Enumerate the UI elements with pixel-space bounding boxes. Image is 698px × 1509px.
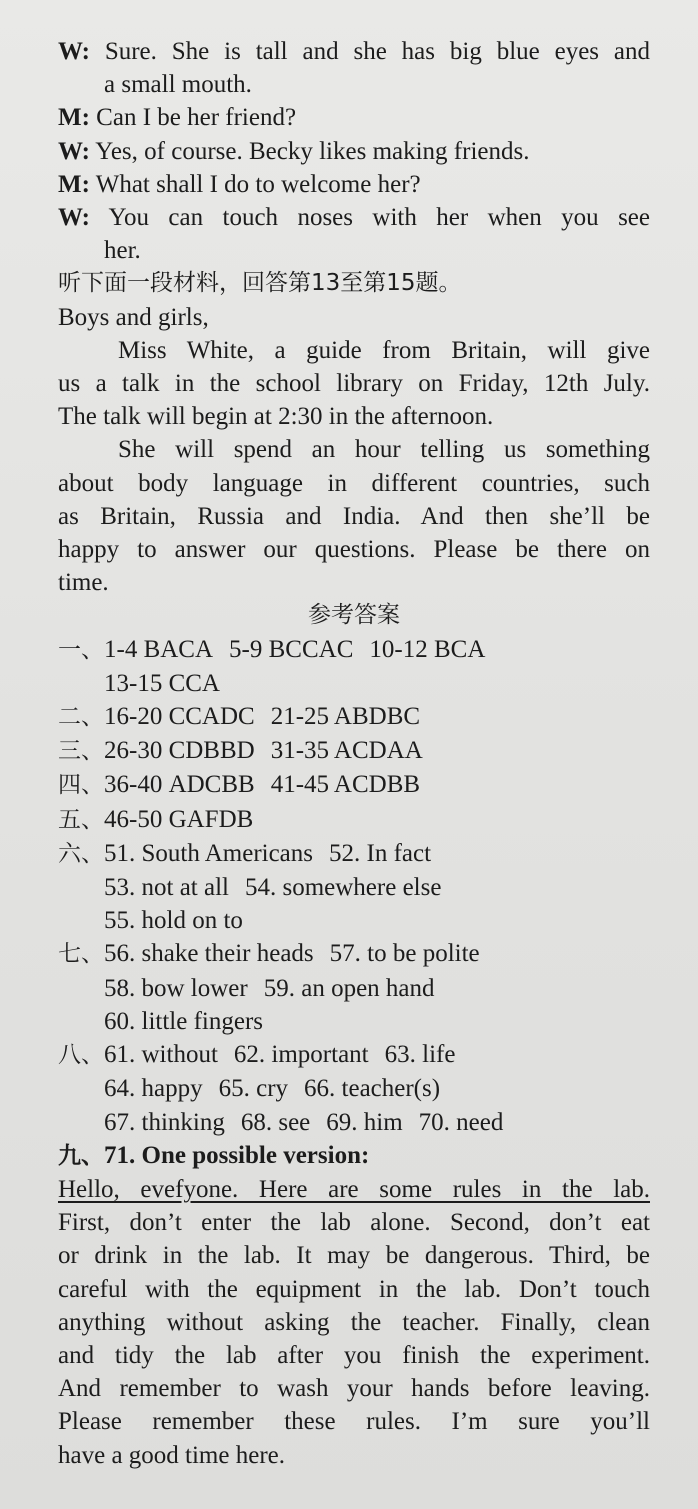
speaker-label: W:: [58, 204, 90, 232]
answer-text: 55. hold on to: [104, 907, 243, 935]
essay-line: And remember to wash your hands before leaving.: [58, 1375, 650, 1403]
talk-line: us a talk in the school library on Friday, 12th July.: [58, 370, 650, 398]
answer-row: [58, 837, 650, 871]
answer-text: 70. need: [418, 1108, 504, 1136]
essay-line: careful with the equipment in the lab. Don’t touch: [58, 1275, 650, 1303]
talk-line: happy to answer our questions. Please be there on: [58, 536, 650, 564]
section-number: 七、: [58, 941, 104, 968]
answer-text: 58. bow lower: [104, 974, 248, 1002]
answer-row: [58, 667, 650, 700]
dialogue-text: Yes, of course. Becky likes making friends.: [95, 137, 530, 165]
answer-text: 36-40 ADCBB: [104, 771, 255, 799]
answer-text: 31-35 ACDAA: [270, 737, 423, 765]
answer-text: 67. thinking: [104, 1108, 225, 1136]
answer-text: 51. South Americans: [104, 839, 314, 867]
talk-line: time.: [58, 569, 109, 597]
answer-row: [58, 937, 650, 971]
answer-text: 69. him: [326, 1108, 403, 1136]
section-number: 二、: [58, 704, 104, 731]
essay-line: Hello, evefyone. Here are some rules in the lab.: [58, 1175, 650, 1203]
talk-line: She will spend an hour telling us something: [118, 436, 650, 464]
answer-row: [58, 1005, 650, 1038]
answer-text: 59. an open hand: [263, 974, 435, 1002]
dialogue: [58, 35, 650, 267]
answer-row: [58, 1072, 650, 1105]
dialogue-line: [58, 68, 650, 101]
dialogue-line: [58, 101, 650, 134]
answer-text: One possible version:: [141, 1141, 370, 1169]
answer-text: 66. teacher(s): [304, 1075, 441, 1103]
answer-row: [58, 1106, 650, 1139]
essay-line: have a good time here.: [58, 1441, 285, 1469]
answer-text: 65. cry: [218, 1075, 289, 1103]
section-number: 六、: [58, 840, 104, 867]
section-number: 五、: [58, 806, 104, 833]
answer-key: [58, 633, 650, 1173]
sample-essay: [58, 1173, 650, 1472]
answer-text: 41-45 ACDBB: [270, 771, 421, 799]
answer-text: 54. somewhere else: [244, 874, 442, 902]
answer-row: [58, 734, 650, 768]
essay-line: or drink in the lab. It may be dangerous. Third, be: [58, 1242, 650, 1270]
dialogue-text: Sure. She is tall and she has big blue eyes and: [104, 38, 650, 65]
dialogue-text: You can touch noses with her when you see: [108, 204, 650, 232]
essay-line: anything without asking the teacher. Finally, clean: [58, 1308, 650, 1336]
dialogue-line: [58, 201, 650, 234]
answer-text: 13-15 CCA: [104, 669, 220, 697]
talk-line: as Britain, Russia and India. And then she’ll be: [58, 502, 650, 530]
answer-text: 56. shake their heads: [104, 940, 314, 968]
speaker-label: W:: [58, 38, 90, 65]
dialogue-text: Can I be her friend?: [96, 104, 297, 132]
answer-text: 62. important: [233, 1041, 369, 1069]
essay-line: Please remember these rules. I’m sure you’ll: [58, 1408, 650, 1436]
answer-text: 64. happy: [104, 1075, 203, 1103]
answer-text: 60. little fingers: [104, 1007, 263, 1035]
answer-row: [58, 1038, 650, 1072]
answer-text: 10-12 BCA: [369, 635, 486, 663]
section-number: 三、: [58, 738, 104, 765]
essay-line: and tidy the lab after you finish the experiment.: [58, 1341, 650, 1369]
dialogue-line: [58, 35, 650, 68]
answer-text: 52. In fact: [329, 839, 432, 867]
section-number: 一、: [58, 636, 104, 663]
section-number: 四、: [58, 772, 104, 799]
talk-line: about body language in different countries, such: [58, 469, 650, 497]
listening-instruction: 听下面一段材料，回答第13至第15题。: [58, 270, 462, 297]
answer-row: [58, 633, 650, 667]
talk-passage: [58, 301, 650, 600]
answer-text: 68. see: [240, 1108, 311, 1136]
answer-text: 61. without: [104, 1041, 218, 1069]
dialogue-line: [58, 168, 650, 201]
answer-text: 5-9 BCCAC: [229, 635, 354, 663]
answer-row: [58, 700, 650, 734]
dialogue-line: [58, 234, 650, 267]
answer-text: 53. not at all: [104, 874, 229, 902]
speaker-label: M:: [58, 170, 90, 198]
dialogue-text: her.: [104, 237, 141, 265]
talk-greeting: Boys and girls,: [58, 303, 209, 331]
speaker-label: M:: [58, 104, 90, 132]
answer-text: 63. life: [384, 1041, 456, 1069]
answers-title: 参考答案: [308, 602, 400, 629]
answer-text: 57. to be polite: [329, 940, 480, 968]
answer-text: 71.: [104, 1141, 136, 1169]
talk-line: Miss White, a guide from Britain, will give: [118, 336, 650, 364]
answer-text: 26-30 CDBBD: [104, 737, 255, 765]
talk-line: The talk will begin at 2:30 in the afternoon.: [58, 403, 494, 431]
answer-text: 46-50 GAFDB: [104, 805, 254, 833]
answer-text: 21-25 ABDBC: [270, 703, 421, 731]
answer-row: [58, 871, 650, 904]
dialogue-line: [58, 135, 650, 168]
section-number: 八、: [58, 1042, 104, 1069]
answer-text: 16-20 CCADC: [104, 703, 255, 731]
section-number: 九、: [58, 1142, 104, 1169]
essay-line: First, don’t enter the lab alone. Second, don’t eat: [58, 1209, 650, 1237]
answer-row: [58, 972, 650, 1005]
answer-text: 1-4 BACA: [104, 635, 214, 663]
answer-row: [58, 803, 650, 837]
dialogue-text: What shall I do to welcome her?: [95, 170, 421, 198]
answer-row: [58, 768, 650, 802]
speaker-label: W:: [58, 137, 90, 165]
answer-row: [58, 904, 650, 937]
answer-row: [58, 1139, 650, 1173]
dialogue-text: a small mouth.: [104, 71, 252, 99]
